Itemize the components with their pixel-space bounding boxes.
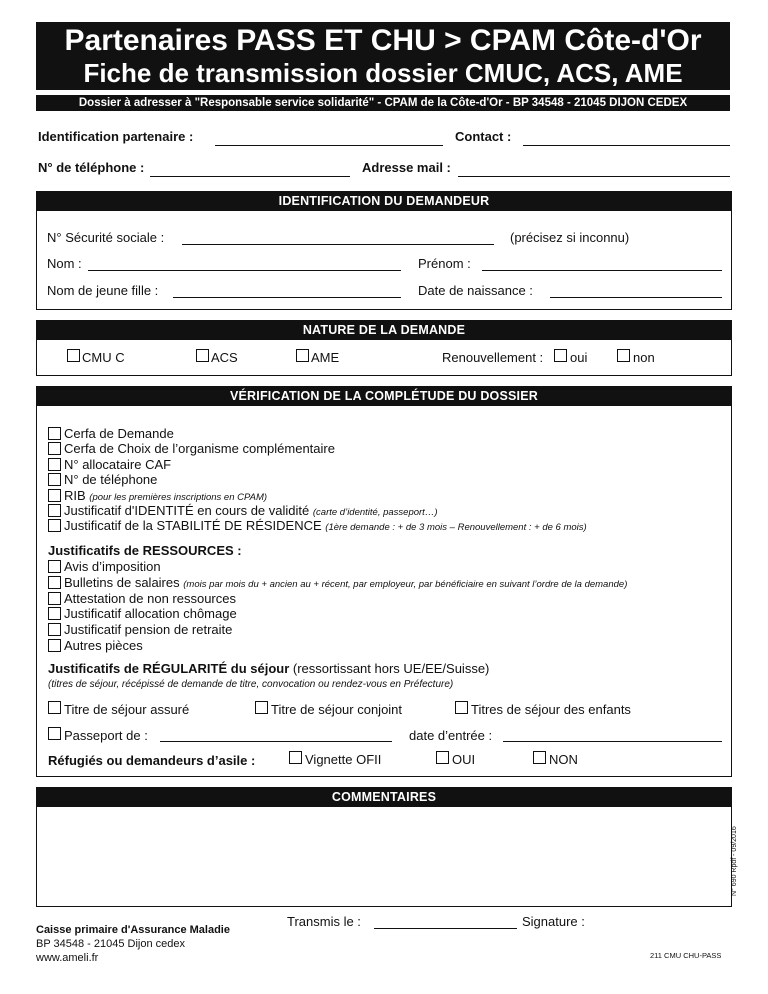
- checklist-item: [64, 488, 267, 503]
- checklist-item: [64, 591, 236, 606]
- checklist-item-label: Justificatif allocation chômage: [64, 606, 237, 622]
- checklist-item-label: Justificatif de la STABILITÉ DE RÉSIDENCE: [64, 518, 322, 534]
- renewal-oui-checkbox[interactable]: [554, 349, 567, 362]
- nature-section: [36, 320, 732, 376]
- prenom-label: Prénom :: [418, 256, 471, 271]
- checklist-item: [64, 426, 174, 441]
- verification-heading: VÉRIFICATION DE LA COMPLÉTUDE DU DOSSIER: [37, 387, 731, 406]
- checklist-item: [64, 457, 171, 472]
- signature-label: Signature :: [522, 914, 585, 929]
- titre-enfants-label: Titres de séjour des enfants: [471, 702, 631, 717]
- checklist-checkbox[interactable]: [48, 560, 61, 573]
- checklist-item-label: Justificatif d'IDENTITÉ en cours de validité: [64, 503, 310, 518]
- nom-label: Nom :: [47, 256, 82, 271]
- ssn-label: N° Sécurité sociale :: [47, 230, 165, 245]
- checklist-item-label: Justificatif pension de retraite: [64, 622, 233, 638]
- dob-label: Date de naissance :: [418, 283, 533, 298]
- checklist-item: [64, 441, 335, 456]
- checklist-checkbox[interactable]: [48, 442, 61, 455]
- nature-heading: NATURE DE LA DEMANDE: [37, 321, 731, 340]
- title-banner: [36, 22, 730, 90]
- asylum-label: Réfugiés ou demandeurs d’asile :: [48, 753, 256, 768]
- checklist-item-note: (mois par mois du + ancien au + récent, par employeur, par bénéficiaire en suivant l’ordre de la demande): [183, 578, 628, 590]
- org-name: Caisse primaire d'Assurance Maladie: [36, 924, 230, 936]
- vignette-ofii-label: Vignette OFII: [305, 752, 382, 767]
- address-banner: Dossier à adresser à "Responsable service solidarité" - CPAM de la Côte-d'Or - BP 34548 - 21045 DIJON CEDEX: [36, 95, 730, 111]
- checklist-checkbox[interactable]: [48, 473, 61, 486]
- maiden-name-field[interactable]: [173, 297, 401, 298]
- checklist-checkbox[interactable]: [48, 576, 61, 589]
- resources-heading: Justificatifs de RESSOURCES :: [48, 543, 242, 558]
- checklist-item-label: N° de téléphone: [64, 472, 158, 488]
- renewal-non-label: non: [633, 350, 655, 365]
- org-address: BP 34548 - 21045 Dijon cedex: [36, 938, 186, 950]
- acs-checkbox[interactable]: [196, 349, 209, 362]
- org-website: www.ameli.fr: [36, 952, 99, 964]
- checklist-checkbox[interactable]: [48, 489, 61, 502]
- phone-field[interactable]: [150, 176, 350, 177]
- checklist-checkbox[interactable]: [48, 623, 61, 636]
- checklist-item: [64, 472, 157, 487]
- renewal-non-checkbox[interactable]: [617, 349, 630, 362]
- cmuc-label: CMU C: [82, 350, 125, 365]
- renewal-label: Renouvellement :: [442, 350, 544, 365]
- checklist-item-label: Attestation de non ressources: [64, 590, 236, 606]
- checklist-item: [64, 575, 627, 590]
- asylum-non-label: NON: [549, 752, 578, 767]
- maiden-name-label: Nom de jeune fille :: [47, 283, 159, 298]
- asylum-oui-checkbox[interactable]: [436, 751, 449, 764]
- ssn-field[interactable]: [182, 244, 494, 245]
- checklist-item-label: Avis d’imposition: [64, 559, 161, 574]
- checklist-item-label: Autres pièces: [64, 638, 143, 653]
- asylum-oui-label: OUI: [452, 752, 476, 767]
- vignette-ofii-checkbox[interactable]: [289, 751, 302, 764]
- checklist-checkbox[interactable]: [48, 639, 61, 652]
- comments-heading: COMMENTAIRES: [37, 788, 731, 807]
- entry-date-label: date d’entrée :: [409, 728, 493, 743]
- checklist-item: [64, 503, 438, 518]
- identification-partner-label: Identification partenaire :: [38, 129, 194, 144]
- form-reference-vertical: N° 690 Rpdf - 09/2016: [731, 826, 738, 896]
- checklist-item-note: (pour les premières inscriptions en CPAM): [89, 491, 268, 503]
- regularity-heading: [48, 661, 489, 676]
- regularity-heading-bold: Justificatifs de RÉGULARITÉ du séjour: [48, 661, 290, 676]
- titre-assure-checkbox[interactable]: [48, 701, 61, 714]
- email-label: Adresse mail :: [362, 160, 451, 175]
- checklist-checkbox[interactable]: [48, 458, 61, 471]
- cmuc-checkbox[interactable]: [67, 349, 80, 362]
- acs-label: ACS: [211, 350, 238, 365]
- checklist-checkbox[interactable]: [48, 427, 61, 440]
- checklist-item-note: (1ère demande : + de 3 mois – Renouvellement : + de 6 mois): [325, 522, 587, 534]
- checklist-item-label: RIB: [64, 487, 86, 503]
- ame-label: AME: [311, 350, 340, 365]
- asylum-non-checkbox[interactable]: [533, 751, 546, 764]
- checklist-item-label: Cerfa de Demande: [64, 426, 174, 441]
- applicant-heading: IDENTIFICATION DU DEMANDEUR: [37, 192, 731, 211]
- titre-enfants-checkbox[interactable]: [455, 701, 468, 714]
- phone-label: N° de téléphone :: [38, 160, 145, 175]
- checklist-item-label: Bulletins de salaires: [64, 574, 180, 590]
- passeport-checkbox[interactable]: [48, 727, 61, 740]
- comments-section[interactable]: [36, 787, 732, 907]
- passeport-label: Passeport de :: [64, 728, 148, 743]
- titre-conjoint-label: Titre de séjour conjoint: [271, 702, 403, 717]
- ref-code: 211 CMU CHU-PASS: [650, 951, 722, 960]
- checklist-checkbox[interactable]: [48, 519, 61, 532]
- checklist-item: [64, 606, 237, 621]
- checklist-item: [64, 559, 161, 574]
- checklist-item-note: (carte d’identité, passeport…): [312, 507, 438, 518]
- regularity-heading-rest: (ressortissant hors UE/EE/Suisse): [289, 661, 490, 676]
- checklist-item: [64, 622, 232, 637]
- nom-field[interactable]: [88, 270, 401, 271]
- title-line-1: Partenaires PASS ET CHU > CPAM Côte-d'Or: [64, 24, 702, 57]
- checklist-checkbox[interactable]: [48, 607, 61, 620]
- checklist-checkbox[interactable]: [48, 592, 61, 605]
- titre-conjoint-checkbox[interactable]: [255, 701, 268, 714]
- dob-field[interactable]: [550, 297, 722, 298]
- regularity-note: (titres de séjour, récépissé de demande de titre, convocation ou rendez-vous en Préfecture): [48, 679, 454, 690]
- checklist-item-label: Cerfa de Choix de l’organisme complémentaire: [64, 441, 335, 457]
- passeport-field[interactable]: [160, 741, 392, 742]
- checklist-item: [64, 638, 143, 653]
- title-line-2: Fiche de transmission dossier CMUC, ACS, AME: [83, 58, 683, 88]
- checklist-item: [64, 518, 587, 533]
- prenom-field[interactable]: [482, 270, 722, 271]
- contact-label: Contact :: [455, 129, 512, 144]
- titre-assure-label: Titre de séjour assuré: [64, 702, 190, 717]
- ame-checkbox[interactable]: [296, 349, 309, 362]
- identification-partner-field[interactable]: [215, 145, 443, 146]
- entry-date-field[interactable]: [503, 741, 722, 742]
- renewal-oui-label: oui: [570, 350, 588, 365]
- ssn-note: (précisez si inconnu): [510, 230, 630, 245]
- email-field[interactable]: [458, 176, 730, 177]
- transmis-label: Transmis le :: [287, 914, 361, 929]
- contact-field[interactable]: [523, 145, 730, 146]
- transmis-field[interactable]: [374, 928, 517, 929]
- checklist-item-label: N° allocataire CAF: [64, 456, 172, 472]
- checklist-checkbox[interactable]: [48, 504, 61, 517]
